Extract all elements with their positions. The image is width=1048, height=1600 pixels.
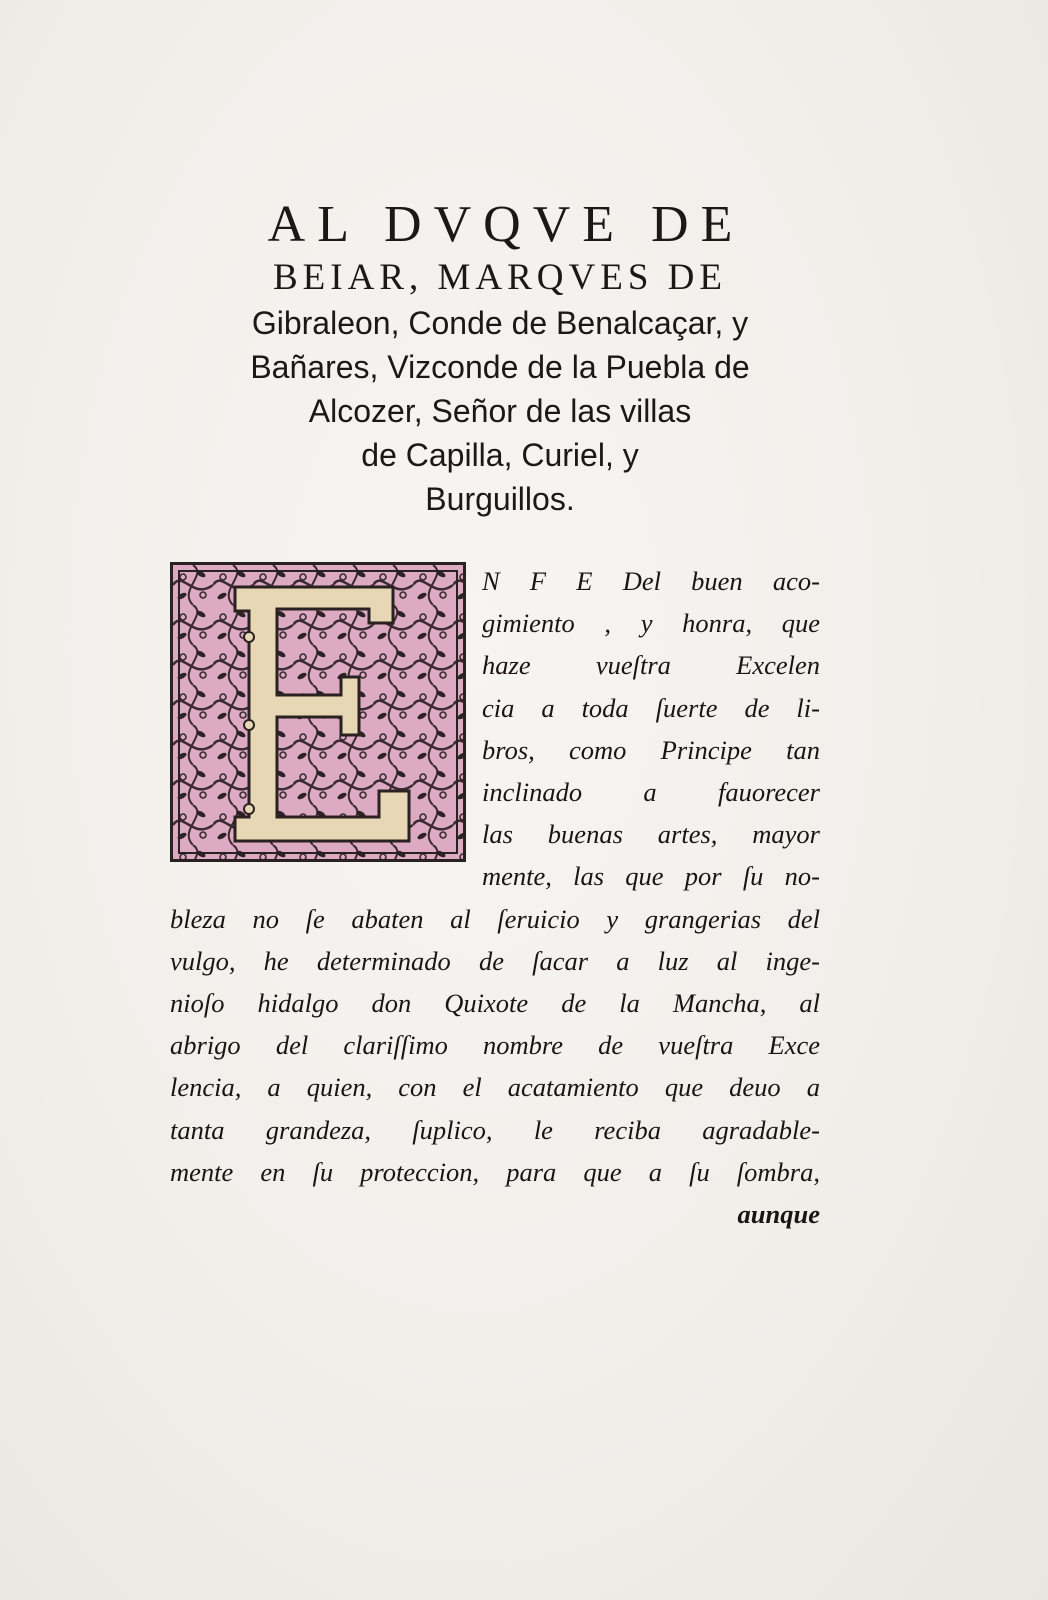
body-line-3: haze vueſtra Excelen	[482, 650, 820, 681]
body-line-8: mente, las que por ſu no-	[482, 861, 820, 892]
body-line-6: inclinado a fauorecer	[482, 777, 820, 808]
body-line-12: abrigo del clariſſimo nombre de vueſtra Exce	[170, 1030, 820, 1061]
heading-line-4: Bañares, Vizconde de la Puebla de	[250, 349, 750, 385]
body-line-1: N F E Del buen aco-	[482, 566, 820, 596]
body-line-4: cia a toda ſuerte de li-	[482, 692, 820, 723]
heading-line-1: AL DVQVE DE	[267, 196, 745, 253]
body-line-10: vulgo, he determinado de ſacar a luz al inge-	[170, 945, 820, 976]
dedication-body	[170, 560, 820, 1235]
heading-line-6: de Capilla, Curiel, y	[361, 437, 639, 473]
body-line-9: bleza no ſe abaten al ſeruicio y grangerias del	[170, 903, 820, 934]
heading-line-5: Alcozer, Señor de las villas	[308, 393, 692, 429]
heading-line-2: BEIAR, MARQVES DE	[273, 257, 727, 298]
dedication-heading	[150, 195, 850, 521]
heading-line-7: Burguillos.	[425, 481, 575, 517]
body-line-15: mente en ſu proteccion, para que a ſu ſombra,	[170, 1156, 820, 1187]
catchword: aunque	[737, 1199, 820, 1230]
body-line-14: tanta grandeza, ſuplico, le reciba agradable-	[170, 1114, 820, 1145]
body-line-7: las buenas artes, mayor	[482, 819, 820, 850]
heading-line-3: Gibraleon, Conde de Benalcaçar, y	[251, 305, 749, 341]
ornamental-initial-e-icon	[173, 565, 463, 859]
decorated-initial-letter	[170, 562, 466, 862]
body-line-2: gimiento , y honra, que	[482, 608, 820, 639]
body-line-13: lencia, a quien, con el acatamiento que deuo a	[170, 1072, 820, 1103]
body-line-11: nioſo hidalgo don Quixote de la Mancha, al	[170, 988, 820, 1019]
body-line-5: bros, como Principe tan	[482, 734, 820, 765]
